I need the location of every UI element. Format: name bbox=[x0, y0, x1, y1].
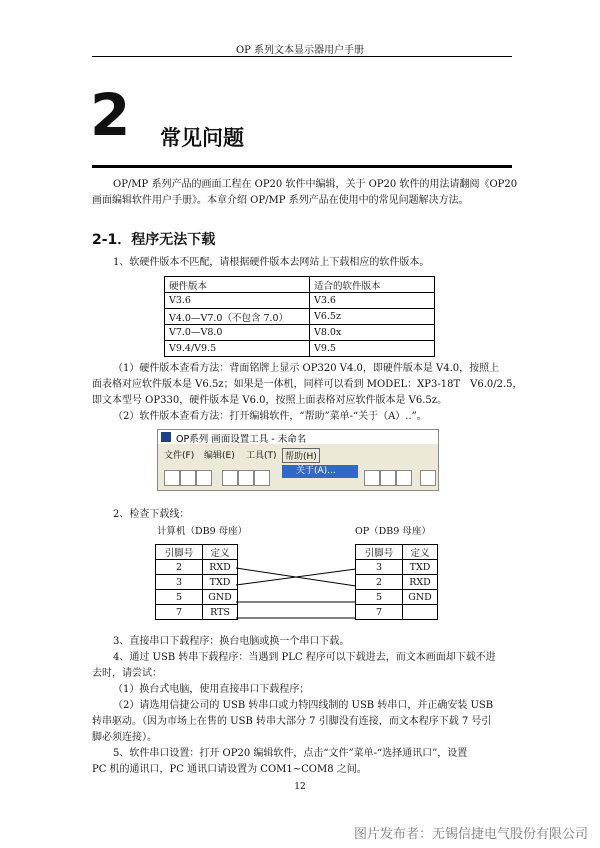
table-cell: V9.5 bbox=[310, 341, 435, 357]
new-file-icon[interactable] bbox=[164, 470, 180, 486]
chapter-title: 常见问题 bbox=[160, 126, 244, 150]
table-row bbox=[165, 293, 435, 309]
table-header-cell: 适合的软件版本 bbox=[310, 277, 435, 293]
table-cell: V8.0x bbox=[310, 325, 435, 341]
op-port-caption: OP（DB9 母座） bbox=[355, 526, 431, 537]
table-header-cell: 硬件版本 bbox=[165, 277, 310, 293]
table-cell: V3.6 bbox=[165, 293, 310, 309]
table-header-cell: 引脚号 bbox=[156, 545, 203, 560]
table-cell: 2 bbox=[356, 575, 403, 590]
menu-help[interactable]: 帮助(H) bbox=[282, 448, 320, 463]
menu-item-about[interactable]: 关于(A)... bbox=[282, 465, 358, 478]
copy-icon[interactable] bbox=[238, 470, 254, 486]
menu-tools[interactable]: 工具(T) bbox=[246, 451, 277, 461]
item-4-sub-2-line-1: （2）请选用信捷公司的 USB 转串口或力特四线制的 USB 转串口，并正确安装 USB bbox=[113, 700, 494, 711]
op-pin-table bbox=[355, 544, 438, 620]
hw-check-line-1: （1）硬件版本查看方法：背面铭牌上显示 OP320 V4.0，即硬件版本是 V4.0，按照上 bbox=[113, 363, 500, 374]
intro-line-2: 画面编辑软件用户手册》。本章介绍 OP/MP 系列产品在使用中的常见问题解决方法。 bbox=[92, 195, 469, 206]
table-row bbox=[356, 605, 438, 620]
table-cell: V9.4/V9.5 bbox=[165, 341, 310, 357]
table-cell: RXD bbox=[403, 575, 438, 590]
item-2: 2、检查下载线： bbox=[113, 509, 190, 520]
table-cell: V4.0—V7.0（不包含 7.0） bbox=[165, 309, 310, 325]
table-cell bbox=[403, 605, 438, 620]
table-row bbox=[156, 575, 238, 590]
intro-line-1: OP/MP 系列产品的画面工程在 OP20 软件中编辑，关于 OP20 软件的用法请翻阅《OP20 bbox=[113, 179, 518, 190]
table-row bbox=[356, 560, 438, 575]
item-4-line-2: 去时，请尝试： bbox=[92, 668, 162, 679]
version-table bbox=[164, 276, 435, 357]
chapter-rule bbox=[92, 165, 512, 168]
table-row bbox=[356, 590, 438, 605]
publisher-watermark: 图片发布者：无锡信捷电气股份有限公司 bbox=[353, 827, 588, 842]
sw-check-line: （2）软件版本查看方法：打开编辑软件，“帮助”菜单-“关于（A）..”。 bbox=[113, 411, 427, 422]
table-cell: V6.5z bbox=[310, 309, 435, 325]
window-title: OP系列 画面设置工具 - 未命名 bbox=[176, 434, 307, 445]
item-5-line-1: 5、软件串口设置：打开 OP20 编辑软件，点击“文件”菜单-“选择通讯口”，设置 bbox=[113, 748, 468, 759]
table-cell: V7.0—V8.0 bbox=[165, 325, 310, 341]
table-cell: V3.6 bbox=[310, 293, 435, 309]
table-row bbox=[156, 560, 238, 575]
table-row bbox=[165, 341, 435, 357]
menu-file[interactable]: 文件(F) bbox=[164, 451, 195, 461]
table-cell: 5 bbox=[356, 590, 403, 605]
running-header: OP 系列文本显示器用户手册 bbox=[235, 45, 365, 56]
open-folder-icon[interactable] bbox=[180, 470, 196, 486]
software-screenshot bbox=[157, 429, 439, 491]
hw-check-line-3: 即文本型号 OP330，硬件版本是 V6.0，按照上面表格对应软件版本是 V6.5z。 bbox=[92, 395, 448, 406]
table-cell: 3 bbox=[156, 575, 203, 590]
hw-check-line-2: 面表格对应软件版本是 V6.5z；如果是一体机，同样可以看到 MODEL：XP3-18T V6.0/2.5， bbox=[92, 379, 523, 390]
table-header-cell: 定义 bbox=[203, 545, 238, 560]
table-header-cell: 定义 bbox=[403, 545, 438, 560]
item-3: 3、直接串口下载程序：换台电脑或换一个串口下载。 bbox=[113, 636, 350, 647]
table-header-row bbox=[156, 545, 238, 560]
menu-edit[interactable]: 编辑(E) bbox=[204, 451, 235, 461]
table-cell: 7 bbox=[356, 605, 403, 620]
table-header-row bbox=[356, 545, 438, 560]
table-cell: GND bbox=[203, 590, 238, 605]
header-rule bbox=[92, 56, 512, 57]
table-cell: RTS bbox=[203, 605, 238, 620]
table-header-row bbox=[165, 277, 435, 293]
table-row bbox=[356, 575, 438, 590]
table-row bbox=[156, 605, 238, 620]
table-cell: TXD bbox=[203, 575, 238, 590]
save-icon[interactable] bbox=[196, 470, 212, 486]
table-cell: 5 bbox=[156, 590, 203, 605]
download-icon[interactable] bbox=[396, 470, 412, 486]
item-1: 1、软硬件版本不匹配，请根据硬件版本去网站上下载相应的软件版本。 bbox=[113, 257, 430, 268]
cable-wiring-diagram bbox=[236, 560, 356, 624]
table-cell: 2 bbox=[156, 560, 203, 575]
table-row bbox=[165, 309, 435, 325]
item-4-line-1: 4、通过 USB 转串下载程序：当遇到 PLC 程序可以下载进去，而文本画面却下载不进 bbox=[113, 652, 496, 663]
section-title: 2-1．程序无法下载 bbox=[92, 232, 216, 248]
pc-port-caption: 计算机（DB9 母座） bbox=[157, 526, 248, 537]
page-number: 12 bbox=[294, 782, 306, 792]
app-logo-icon bbox=[161, 432, 171, 442]
item-4-sub-1: （1）换台式电脑，使用直接串口下载程序； bbox=[113, 684, 310, 695]
table-row bbox=[156, 590, 238, 605]
table-cell: RXD bbox=[203, 560, 238, 575]
table-cell: 3 bbox=[356, 560, 403, 575]
window-title-bar bbox=[158, 430, 438, 444]
item-5-line-2: PC 机的通讯口，PC 通讯口请设置为 COM1~COM8 之间。 bbox=[92, 764, 367, 775]
pc-pin-table bbox=[155, 544, 238, 620]
item-4-sub-2-line-2: 转串驱动。（因为市场上在售的 USB 转串大部分 7 引脚没有连接，而文本程序下载 7 号引 bbox=[92, 716, 492, 727]
exit-icon[interactable] bbox=[420, 470, 436, 486]
table-cell: TXD bbox=[403, 560, 438, 575]
chapter-number: 2 bbox=[90, 81, 131, 149]
home-icon[interactable] bbox=[380, 470, 396, 486]
cut-icon[interactable] bbox=[222, 470, 238, 486]
paste-icon[interactable] bbox=[254, 470, 270, 486]
clock-icon[interactable] bbox=[364, 470, 380, 486]
table-cell: GND bbox=[403, 590, 438, 605]
table-header-cell: 引脚号 bbox=[356, 545, 403, 560]
wire-txd-rxd bbox=[236, 569, 356, 585]
table-cell: 7 bbox=[156, 605, 203, 620]
item-4-sub-2-line-3: 脚必须连接）。 bbox=[92, 732, 157, 743]
table-row bbox=[165, 325, 435, 341]
